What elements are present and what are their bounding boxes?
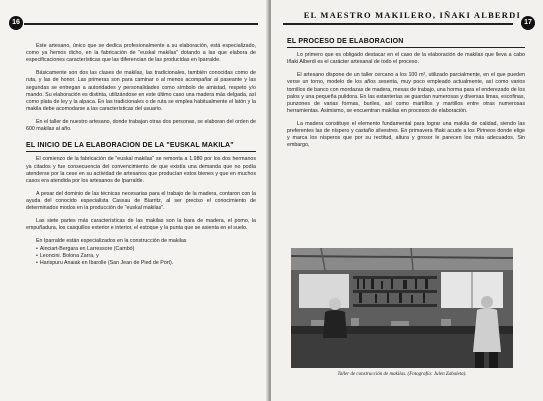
left-body-text	[26, 43, 256, 268]
section-heading: EL PROCESO DE ELABORACION	[287, 38, 525, 48]
paragraph: A pesar del dominio de las técnicas necesarias para el trabajo de la madera, contaron con la ayuda del conocido especialista Cassau de Biarritz, al ser preciso el conocimiento de determinados modos en la producción de "euskal makilas".	[26, 190, 256, 212]
list-item: • Harispuru Anaiak en Ibarolle (San Jean de Pied de Port).	[26, 260, 256, 267]
paragraph: Las siete partes más características de las makilas son la bara de madera, el pomo, la empuñadura, los casquillos exterior e interior, el estoque y la punta que se asienta en el suelo.	[26, 217, 256, 232]
paragraph: El artesano dispone de un taller cercano a los 100 m², utilizado parcialmente, en el que pueden verse un torno, modelo de los años sesenta, muy poco empleado actualmente, así como varios tornillos de banco con mordazas de madera, mesas de trabajo, una horma para el enderezado de los palos y una pequeña pulidora. En las estanterías se guardan numerosas y diversas limas, escofinas, punzones de varias formas, buriles, así como martillos y martillos entre otras numerosas herramientas. Asimismo, se encuentran makilas en procesos de elaboración.	[287, 72, 525, 115]
paragraph: En Iparralde están especializados en la construcción de makilas	[36, 237, 187, 244]
makila-makers-list	[26, 246, 256, 268]
workshop-photo	[291, 248, 513, 368]
paragraph: Básicamente son dos las clases de makilas, las tradicionales, también conocidas como de ruta, y las de honor. Las primeras son para caminar o al menos acompañar al paseante y las segundas se entregan a autoridades y personalidades como símbolo de amistad, respeto y/o mando. Su elaboración es distinta, utilizándose en este último caso una madera más delgada, así como plata de ley y la alpaca. En las tradicionales o de ruta se emplea habitualmente el latón y la makila debe acomodarse a las características del usuario.	[26, 70, 256, 113]
paragraph: En el taller de nuestro artesano, donde trabajan otras dos personas, se elaboran del orden de 600 makilas al año.	[26, 118, 256, 133]
right-body-text	[287, 38, 525, 155]
paragraph: Este artesano, único que se dedica profesionalmente a su elaboración, está especializado, como ya hemos dicho, en la fabricación de "euskal makilas" dotando a las que elabora de especificaciones características que las diferencian de las producidas en Iparralde.	[26, 43, 256, 64]
left-page-number: 16	[9, 16, 23, 30]
paragraph: Lo primero que es obligado destacar en el caso de la elaboración de makilas que lleva a cabo Iñaki Alberdi es el carácter artesanal de todo el proceso.	[287, 52, 525, 66]
right-header-rule	[283, 23, 513, 25]
paragraph: El comienzo de la fabricación de "euskal makilas" se remonta a 1.980 por los dos hermanos ya citados y fue consecuencia del convencimiento de que existía una demanda que no podía atenderse por la cese en su actividad de artesanos que producían estos bienes y que en muchos casos era atendida por los artesanos de Iparralde.	[26, 156, 256, 185]
list-item: • Leoncini. Bolona Zarra, y	[26, 253, 256, 260]
list-item: • Ainciart-Bergara en Larressore (Cambó)	[26, 246, 256, 253]
left-header-rule	[24, 23, 258, 25]
workshop-photo-illustration	[291, 248, 513, 368]
left-page	[0, 0, 268, 401]
right-page	[271, 0, 543, 401]
running-header: EL MAESTRO MAKILERO, IÑAKI ALBERDI	[303, 10, 521, 20]
photo-caption: Taller de construcción de makilas. (Fotografía: Julen Zabaleta).	[337, 372, 467, 377]
paragraph: La madera constituye el elemento fundamental para lograr una makila de calidad, siendo las preferentes las de níspero y castaño silvestres. En primavera Iñaki acude a los Pirineos donde elige y marca los nísperos que por su rectitud, altura y grosor le parecen los más adecuados. Sin embargo,	[287, 120, 525, 149]
section-heading: EL INICIO DE LA ELABORACION DE LA "EUSKAL MAKILA"	[26, 142, 256, 152]
right-page-number: 17	[521, 16, 535, 30]
